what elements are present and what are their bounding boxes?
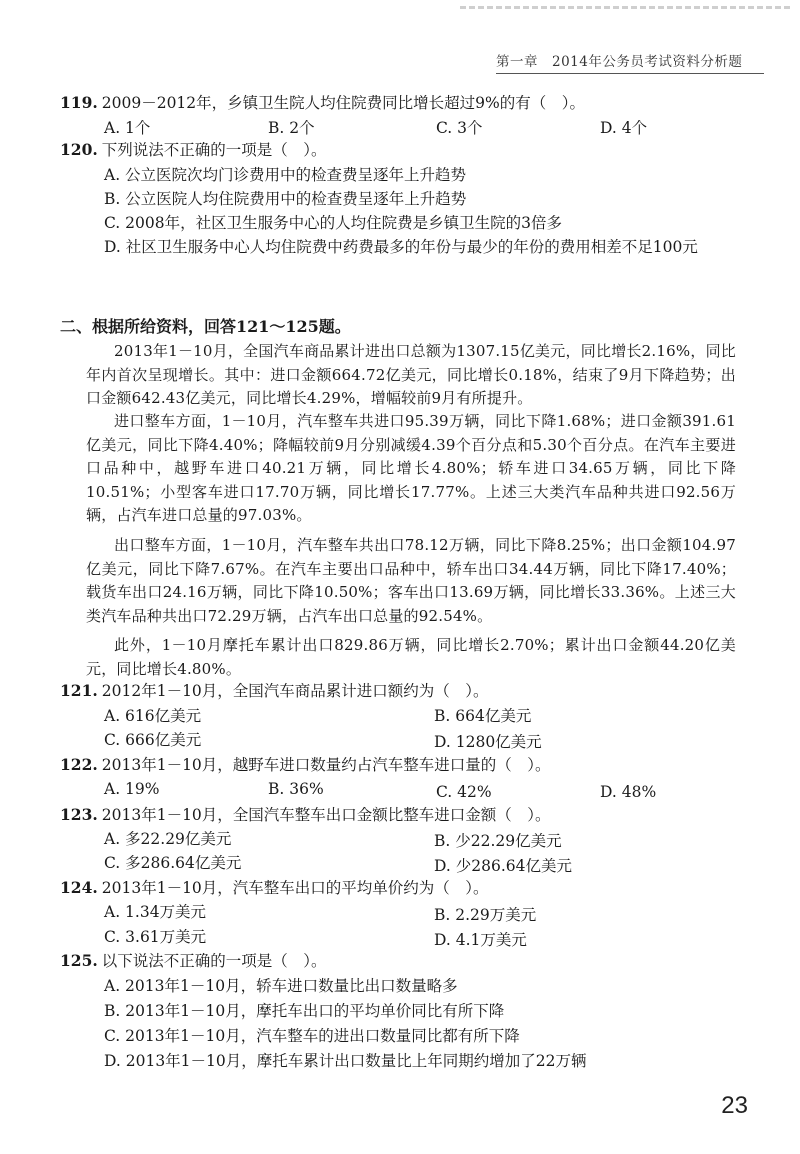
option-b: B. 2013年1－10月，摩托车出口的平均单价同比有所下降 [104, 1002, 505, 1020]
question-stem: 2013年1－10月，汽车整车出口的平均单价约为（ ）。 [101, 879, 489, 897]
option-a: A. 多22.29亿美元 [104, 830, 232, 848]
header-title: 2014年公务员考试资料分析题 [552, 54, 743, 70]
question-125 [60, 950, 740, 972]
section-title: 二、根据所给资料，回答121～125题。 [60, 317, 351, 336]
option-c: C. 42% [436, 783, 492, 801]
option-a: A. 19% [104, 780, 160, 798]
passage-paragraph-2: 进口整车方面，1－10月，汽车整车共进口95.39万辆，同比下降1.68%；进口金额391.61亿美元，同比下降4.40%；降幅较前9月分别减缓4.39个百分点和5.30个百分点。在汽车主要进口品种中，越野车进口40.21万辆，同比增长4.80%；轿车进口34.65万辆，同比下降10.51%；小型客车进口17.70万辆，同比增长17.77%。上述三大类汽车品种共进口92.56万辆，占汽车进口总量的97.03%。 [86, 412, 736, 524]
option-b: B. 2个 [268, 119, 315, 137]
option-a: A. 1.34万美元 [104, 903, 207, 921]
option-c: C. 3个 [436, 119, 483, 137]
scan-artifact [460, 6, 790, 9]
passage-paragraph-4: 此外，1－10月摩托车累计出口829.86万辆，同比增长2.70%；累计出口金额44.20亿美元，同比增长4.80%。 [86, 636, 736, 678]
option-b: B. 664亿美元 [434, 707, 532, 725]
question-number: 119. [60, 93, 98, 112]
question-122 [60, 754, 740, 776]
option-d: D. 社区卫生服务中心人均住院费中药费最多的年份与最少的年份的费用相差不足100元 [104, 238, 698, 256]
question-stem: 下列说法不正确的一项是（ ）。 [101, 141, 327, 159]
passage-paragraph-3: 出口整车方面，1－10月，汽车整车共出口78.12万辆，同比下降8.25%；出口金额104.97亿美元，同比下降7.67%。在汽车主要出口品种中，轿车出口34.44万辆，同比下降17.40%；载货车出口24.16万辆，同比下降10.50%；客车出口13.69万辆，同比增长33.36%。上述三大类汽车品种共出口72.29万辆，占汽车出口总量的92.54%。 [86, 536, 736, 625]
question-stem: 2012年1－10月，全国汽车商品累计进口额约为（ ）。 [101, 682, 489, 700]
option-d: D. 少286.64亿美元 [434, 857, 572, 875]
option-a: A. 1个 [104, 119, 151, 137]
page-number: 23 [721, 1092, 748, 1119]
option-a: A. 公立医院次均门诊费用中的检查费呈逐年上升趋势 [104, 166, 467, 184]
option-d: D. 1280亿美元 [434, 733, 542, 751]
question-number: 121. [60, 681, 98, 700]
option-b: B. 2.29万美元 [434, 906, 537, 924]
question-number: 122. [60, 755, 98, 774]
option-a: A. 2013年1－10月，轿车进口数量比出口数量略多 [104, 977, 458, 995]
option-b: B. 公立医院人均住院费用中的检查费呈逐年上升趋势 [104, 190, 467, 208]
question-stem: 2009－2012年，乡镇卫生院人均住院费同比增长超过9%的有（ ）。 [101, 94, 585, 112]
question-124 [60, 877, 740, 899]
option-d: D. 2013年1－10月，摩托车累计出口数量比上年同期约增加了22万辆 [104, 1052, 587, 1070]
question-119 [60, 92, 740, 114]
option-c: C. 3.61万美元 [104, 928, 207, 946]
question-stem: 2013年1－10月，全国汽车整车出口金额比整车进口金额（ ）。 [101, 806, 551, 824]
question-number: 125. [60, 951, 98, 970]
question-number: 123. [60, 805, 98, 824]
option-a: A. 616亿美元 [104, 707, 202, 725]
question-stem: 以下说法不正确的一项是（ ）。 [101, 952, 327, 970]
question-number: 124. [60, 878, 98, 897]
option-c: C. 2008年，社区卫生服务中心的人均住院费是乡镇卫生院的3倍多 [104, 214, 562, 232]
question-number: 120. [60, 140, 98, 159]
question-123 [60, 804, 740, 826]
question-120 [60, 139, 740, 161]
option-c: C. 666亿美元 [104, 731, 202, 749]
option-c: C. 2013年1－10月，汽车整车的进出口数量同比都有所下降 [104, 1027, 520, 1045]
option-d: D. 4.1万美元 [434, 931, 527, 949]
passage-paragraph-1: 2013年1－10月，全国汽车商品累计进出口总额为1307.15亿美元，同比增长2.16%，同比年内首次呈现增长。其中：进口金额664.72亿美元，同比增长0.18%，结束了9月下降趋势；出口金额642.43亿美元，同比增长4.29%，增幅较前9月有所提升。 [86, 342, 736, 407]
option-d: D. 4个 [600, 119, 648, 137]
option-c: C. 多286.64亿美元 [104, 854, 242, 872]
option-b: B. 36% [268, 780, 324, 798]
header-chapter: 第一章 [496, 54, 538, 70]
question-stem: 2013年1－10月，越野车进口数量约占汽车整车进口量的（ ）。 [101, 756, 551, 774]
question-121 [60, 680, 740, 702]
running-header [496, 50, 764, 74]
option-d: D. 48% [600, 783, 657, 801]
option-b: B. 少22.29亿美元 [434, 832, 562, 850]
